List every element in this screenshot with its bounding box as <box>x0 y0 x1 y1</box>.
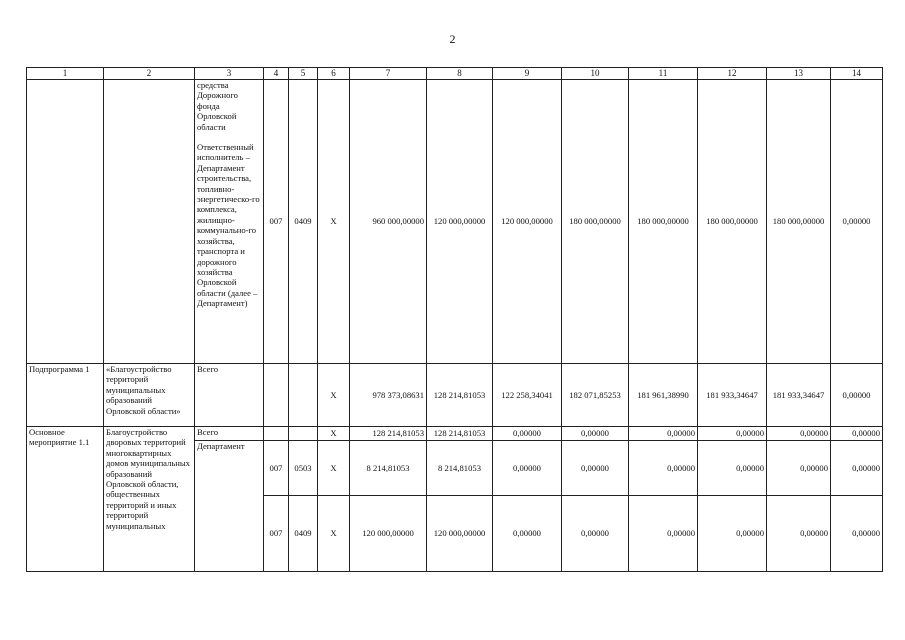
table-cell: 180 000,00000 <box>698 80 767 364</box>
table-cell <box>104 80 195 364</box>
table-cell: X <box>318 427 350 441</box>
table-cell: 182 071,85253 <box>562 364 629 427</box>
header-cell: 2 <box>104 68 195 80</box>
table-cell: 0409 <box>289 80 318 364</box>
table-cell: Подпрограмма 1 <box>27 364 104 427</box>
table-cell: X <box>318 364 350 427</box>
table-cell: 180 000,00000 <box>562 80 629 364</box>
table-cell: 180 000,00000 <box>767 80 831 364</box>
table-cell: Основное мероприятие 1.1 <box>27 427 104 572</box>
table-cell: Департамент <box>195 441 264 572</box>
table-cell: 0,00000 <box>698 427 767 441</box>
table-cell: 007 <box>264 80 289 364</box>
table-cell: 128 214,81053 <box>350 427 427 441</box>
header-cell: 11 <box>629 68 698 80</box>
table-cell: «Благоустройство территорий муниципальных образований Орловской области» <box>104 364 195 427</box>
header-cell: 8 <box>427 68 493 80</box>
table-cell: 960 000,00000 <box>350 80 427 364</box>
executor-cell <box>195 80 264 364</box>
header-cell: 12 <box>698 68 767 80</box>
header-cell: 5 <box>289 68 318 80</box>
header-row <box>27 68 883 80</box>
table-cell: 0,00000 <box>767 496 831 572</box>
table-cell: X <box>318 80 350 364</box>
table-cell: 0,00000 <box>698 496 767 572</box>
header-cell: 10 <box>562 68 629 80</box>
table-cell: 8 214,81053 <box>427 441 493 496</box>
table-cell: 007 <box>264 496 289 572</box>
table-row <box>27 364 883 427</box>
table-cell: Благоустройство дворовых территорий многоквартирных домов муниципальных образований Орловской области, общественных территорий и иных территорий муниципальных <box>104 427 195 572</box>
table-cell: 0,00000 <box>493 496 562 572</box>
table-cell: 007 <box>264 441 289 496</box>
table-cell <box>264 364 289 427</box>
table-cell: 181 933,34647 <box>698 364 767 427</box>
budget-table <box>26 67 883 572</box>
table-cell <box>264 427 289 441</box>
table-cell: 0,00000 <box>831 427 883 441</box>
executor-text: Ответственный исполнитель – Департамент строительства, топливно-энергетическо-го комплекса, жилищно-коммунально-го хозяйства, транспорта и дорожного хозяйства Орловской области (далее – Департамент) <box>197 142 260 309</box>
table-cell: X <box>318 441 350 496</box>
table-cell: 0409 <box>289 496 318 572</box>
header-cell: 9 <box>493 68 562 80</box>
table-cell: 120 000,00000 <box>427 80 493 364</box>
table-cell: 120 000,00000 <box>493 80 562 364</box>
table-cell: 128 214,81053 <box>427 427 493 441</box>
table-row <box>27 427 883 441</box>
table-cell: X <box>318 496 350 572</box>
header-cell: 14 <box>831 68 883 80</box>
table-cell: 120 000,00000 <box>427 496 493 572</box>
table-cell: 0,00000 <box>629 496 698 572</box>
table-row <box>27 80 883 364</box>
table-cell: 122 258,34041 <box>493 364 562 427</box>
table-cell: 978 373,08631 <box>350 364 427 427</box>
table-cell: 0,00000 <box>629 441 698 496</box>
page-number: 2 <box>449 32 456 46</box>
header-cell: 1 <box>27 68 104 80</box>
table-cell: 0,00000 <box>493 427 562 441</box>
header-cell: 6 <box>318 68 350 80</box>
table-cell: 0,00000 <box>767 427 831 441</box>
table-cell: 0,00000 <box>767 441 831 496</box>
table-cell: 120 000,00000 <box>350 496 427 572</box>
header-cell: 3 <box>195 68 264 80</box>
table-cell <box>289 427 318 441</box>
table-cell: 0,00000 <box>831 496 883 572</box>
table-cell: 0,00000 <box>629 427 698 441</box>
table-cell <box>289 364 318 427</box>
table-cell: Всего <box>195 427 264 441</box>
table-cell: 0,00000 <box>493 441 562 496</box>
header-cell: 4 <box>264 68 289 80</box>
table-cell: 0503 <box>289 441 318 496</box>
table-cell: Всего <box>195 364 264 427</box>
header-cell: 13 <box>767 68 831 80</box>
table-cell: 0,00000 <box>562 427 629 441</box>
table-cell: 0,00000 <box>831 364 883 427</box>
header-cell: 7 <box>350 68 427 80</box>
funding-source-text: средства Дорожного фонда Орловской области <box>197 80 238 132</box>
table-cell: 8 214,81053 <box>350 441 427 496</box>
table-cell: 0,00000 <box>698 441 767 496</box>
table-cell: 0,00000 <box>831 441 883 496</box>
table-cell: 181 961,38990 <box>629 364 698 427</box>
table-cell: 180 000,00000 <box>629 80 698 364</box>
table-cell: 181 933,34647 <box>767 364 831 427</box>
table-cell: 128 214,81053 <box>427 364 493 427</box>
table-cell: 0,00000 <box>562 441 629 496</box>
table-cell: 0,00000 <box>562 496 629 572</box>
table-cell: 0,00000 <box>831 80 883 364</box>
table-cell <box>27 80 104 364</box>
